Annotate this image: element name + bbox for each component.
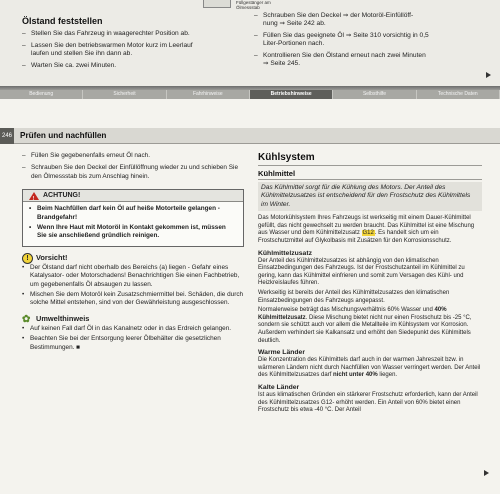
list-item: – Warten Sie ca. zwei Minuten. [22,62,117,69]
environment-heading: ✿ Umwelthinweis [22,313,90,325]
paragraph: Ist aus klimatischen Gründen ein stärkerer Frostschutz erforderlich, kann der Anteil des Kühlmittelzusatzes G12- erhöht werden. Ein Anteil von 60% bietet einen Frostschutz bis etwa -40 °C. Der Anteil [258,391,478,414]
paragraph: Das Motorkühlsystem Ihres Fahrzeugs ist werkseitig mit einem Dauer-Kühlmittel gefüllt, das nicht gewechselt zu werden braucht. Das Kühlmittel ist eine Mischung aus Wasser und dem Kühlmittelzusatz G12. Es handelt sich um ein Frostschutzmittel auf Glykolbasis mit Zusätzen für den Korrosionsschutz. [258,215,475,244]
environment-flower-icon: ✿ [22,313,31,325]
warning-bullet: • Beim Nachfüllen darf kein Öl auf heiße Motorteile gelangen - Brandgefahr! [29,205,237,222]
paragraph: Werkseitig ist bereits der Anteil des Kühlmittelzusatzes den klimatischen Einsatzbedingungen des Fahrzeugs angepasst. [258,289,450,304]
environment-bullet: • Auf keinen Fall darf Öl in das Kanalnetz oder in das Erdreich gelangen. [22,325,244,333]
caution-bullet: • Der Ölstand darf nicht oberhalb des Bereichs (a) liegen - Gefahr eines Katalysator- oder Motorschadens! Benachrichtigen Sie einen Fachbetrieb, um gegebenenfalls Öl absaugen zu lassen. [22,264,244,289]
list-item-continued: Liter-Portionen nach. [263,40,325,47]
list-item-continued: ⇒ Seite 245. [263,60,301,67]
warning-bullet: • Wenn Ihre Haut mit Motoröl in Kontakt gekommen ist, müssen Sie sie anschließend gründlich reinigen. [29,224,237,241]
paragraph: Normalerweise beträgt das Mischungsverhältnis 60% Wasser und 40% Kühlmittelzusatz. Diese Mischung bietet nicht nur einen Frostschutz bis -25 °C, sondern sie schützt auch vor allem die Metallteile im Kühlsystem vor Korrosion. Außerdem verhindert sie Kalkansatz und erhöht den Siedepunkt des Kühlmittels deutlich. [258,307,472,344]
tab-technische-daten: Technische Daten [417,90,500,99]
environment-bullet: • Beachten Sie bei der Entsorgung leerer Ölbehälter die gesetzlichen Bestimmungen. ■ [22,335,244,352]
warning-header [23,190,243,202]
continue-arrow-icon [484,470,489,476]
list-item: – Lassen Sie den betriebswarmen Motor kurz im Leerlauf [22,42,193,49]
warning-box [22,189,244,247]
section-heading-olstand: Ölstand feststellen [22,16,103,26]
chapter-tab-bar [0,90,500,99]
right-column [258,152,482,417]
tab-sicherheit: Sicherheit [83,90,166,99]
intro-text: Das Kühlmittel sorgt für die Kühlung des Motors. Der Anteil des Kühlmittelzusatzes ist entscheidend für den Frostschutz des Kühlmittels im Winter. [258,182,482,211]
subsection-title-kuehlmittel: Kühlmittel [258,169,482,180]
list-item-continued: laufen und stellen Sie ihn dann ab. [31,50,133,57]
list-item: – Schrauben Sie den Deckel ⇒ der Motoröl-Einfüllöff- [254,12,414,19]
heading-kuehlmittelzusatz: Kühlmittelzusatz [258,249,313,257]
list-item-continued: nung ⇒ Seite 242 ab. [263,20,326,27]
caution-heading: ! Vorsicht! [22,252,244,264]
tab-fahrhinweise: Fahrhinweise [167,90,250,99]
tab-betriebshinweise: Betriebshinweise [250,90,333,99]
left-column [22,152,244,354]
caution-bullet: • Mischen Sie dem Motoröl kein Zusatzschmiermittel bei. Schäden, die durch solche Mittel entstehen, sind von der Gewährleistung ausgeschlossen. [22,291,244,308]
list-item: – Stellen Sie das Fahrzeug in waagerechter Position ab. [22,30,190,37]
figure-caption: Füllgestänger am Ölmessstab [236,0,271,10]
page-number: 246 [0,128,14,144]
heading-kalte-laender: Kalte Länder [258,383,300,391]
list-item: – Füllen Sie das geeignete Öl ⇒ Seite 310 vorsichtig in 0,5 [254,32,429,39]
list-item: – Kontrollieren Sie den Ölstand erneut nach zwei Minuten [254,52,426,59]
list-item: – Füllen Sie gegebenenfalls erneut Öl nach. [22,152,244,160]
paragraph: Der Anteil des Kühlmittelzusatzes ist abhängig von den klimatischen Einsatzbedingungen des Fahrzeugs. Ist der Frostschutzanteil im Kühlmittel zu gering, kann das Kühlmittel einfrieren und somit zum Versagen des Kühl- und Heizkreislaufes führen. [258,257,465,287]
exclamation-icon: ! [32,196,35,203]
figure-fragment [203,0,231,8]
list-item: – Schrauben Sie den Deckel der Einfüllöffnung wieder zu und schieben Sie den Ölmessstab bis zum Anschlag hinein. [22,164,244,181]
tab-bedienung: Bedienung [0,90,83,99]
tab-selbsthilfe: Selbsthilfe [333,90,416,99]
warning-title: ACHTUNG! [43,192,81,200]
caution-exclamation-icon: ! [22,253,33,264]
continue-arrow-icon [486,72,491,78]
heading-warme-laender: Warme Länder [258,349,305,357]
highlight-g12: G12 [362,230,374,237]
page-title: Prüfen und nachfüllen [20,131,107,140]
paragraph: Die Konzentration des Kühlmittels darf auch in der warmen Jahreszeit bzw. in wärmeren Ländern nicht durch Nachfüllen von Wasser verringert werden. Der Anteil des Kühlmittelzusatzes darf nicht unter 40% liegen. [258,357,481,379]
warning-body [23,202,243,246]
section-title-kuehlsystem: Kühlsystem [258,152,482,166]
